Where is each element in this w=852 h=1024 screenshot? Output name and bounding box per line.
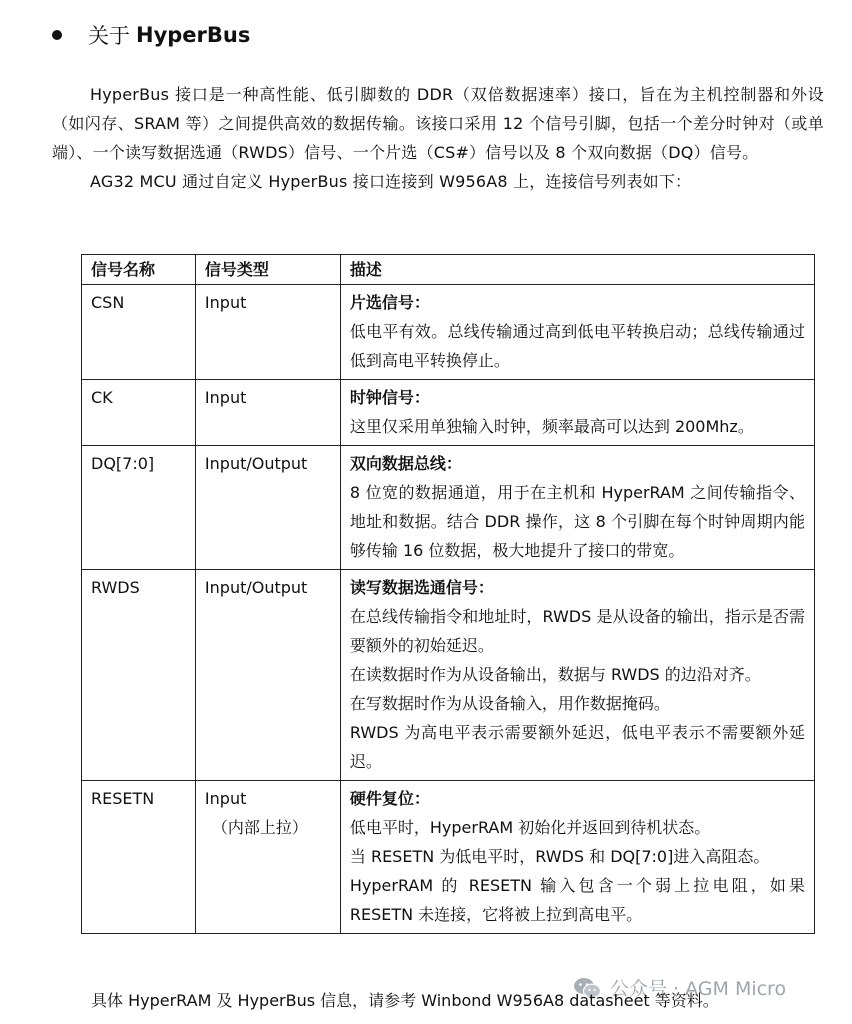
heading-prefix: 关于 <box>88 24 130 48</box>
description-line: 这里仅采用单独输入时钟，频率最高可以达到 200Mhz。 <box>349 417 754 436</box>
signal-type-value: Input <box>204 789 247 808</box>
signal-type-value: Input <box>204 293 247 312</box>
signal-type <box>195 781 340 934</box>
description-title: 双向数据总线： <box>349 454 462 473</box>
description-line: 在读数据时作为从设备输出，数据与 RWDS 的边沿对齐。 <box>349 665 761 684</box>
description-title: 片选信号： <box>349 293 430 312</box>
description-line: 在总线传输指令和地址时，RWDS 是从设备的输出，指示是否需要额外的初始延迟。 <box>349 607 805 655</box>
signal-table <box>81 254 815 934</box>
signal-description <box>340 570 814 781</box>
table-row <box>82 781 815 934</box>
description-line: 低电平有效。总线传输通过高到低电平转换启动；总线传输通过低到高电平转换停止。 <box>349 322 805 370</box>
description-line: 8 位宽的数据通道，用于在主机和 HyperRAM 之间传输指令、地址和数据。结合 DDR 操作，这 8 个引脚在每个时钟周期内能够传输 16 位数据，极大地提升了接口的带宽。 <box>349 483 805 560</box>
description-line: 低电平时，HyperRAM 初始化并返回到待机状态。 <box>349 818 711 837</box>
signal-type <box>195 570 340 781</box>
intro-paragraph-2: AG32 MCU 通过自定义 HyperBus 接口连接到 W956A8 上，连接信号列表如下： <box>90 172 692 191</box>
header-description: 描述 <box>340 255 814 285</box>
signal-description <box>340 781 814 934</box>
description-title: 硬件复位： <box>349 789 430 808</box>
signal-description <box>340 446 814 570</box>
description-line: 在写数据时作为从设备输入，用作数据掩码。 <box>349 694 670 713</box>
signal-description <box>340 380 814 446</box>
table-header-row <box>82 255 815 285</box>
signal-description <box>340 285 814 380</box>
header-signal-name: 信号名称 <box>82 255 196 285</box>
signal-name: DQ[7:0] <box>82 446 196 570</box>
signal-name: RESETN <box>82 781 196 934</box>
description-title: 读写数据选通信号： <box>349 578 494 597</box>
signal-type-value: Input/Output <box>204 454 308 473</box>
signal-type <box>195 380 340 446</box>
table-row <box>82 446 815 570</box>
bullet-icon <box>52 30 62 40</box>
signal-type-value: Input <box>204 388 247 407</box>
description-line: HyperRAM 的 RESETN 输入包含一个弱上拉电阻，如果 RESETN 未连接，它将被上拉到高电平。 <box>349 876 805 924</box>
description-title: 时钟信号： <box>349 388 430 407</box>
signal-type <box>195 285 340 380</box>
signal-type-note: （内部上拉） <box>211 818 308 837</box>
signal-type <box>195 446 340 570</box>
description-line: RWDS 为高电平表示需要额外延迟，低电平表示不需要额外延迟。 <box>349 723 805 771</box>
signal-name: RWDS <box>82 570 196 781</box>
section-heading <box>52 20 250 50</box>
signal-name: CSN <box>82 285 196 380</box>
signal-type-value: Input/Output <box>204 578 308 597</box>
intro-text <box>52 80 824 196</box>
watermark-text: 公众号 · AGM Micro <box>610 978 787 1000</box>
header-signal-type: 信号类型 <box>195 255 340 285</box>
table-row <box>82 570 815 781</box>
footer-note: 具体 HyperRAM 及 HyperBus 信息，请参考 Winbond W956A8 datasheet 等资料。 <box>91 991 719 1010</box>
description-line: 当 RESETN 为低电平时，RWDS 和 DQ[7:0]进入高阻态。 <box>349 847 770 866</box>
table-row <box>82 285 815 380</box>
heading-title: HyperBus <box>136 23 251 47</box>
intro-paragraph-1: HyperBus 接口是一种高性能、低引脚数的 DDR（双倍数据速率）接口，旨在为主机控制器和外设（如闪存、SRAM 等）之间提供高效的数据传输。该接口采用 12 个信号引脚，包括一个差分时钟对（或单端）、一个读写数据选通（RWDS）信号、一个片选（CS#）信号以及 8 个双向数据（DQ）信号。 <box>52 85 824 162</box>
table-row <box>82 380 815 446</box>
signal-name: CK <box>82 380 196 446</box>
